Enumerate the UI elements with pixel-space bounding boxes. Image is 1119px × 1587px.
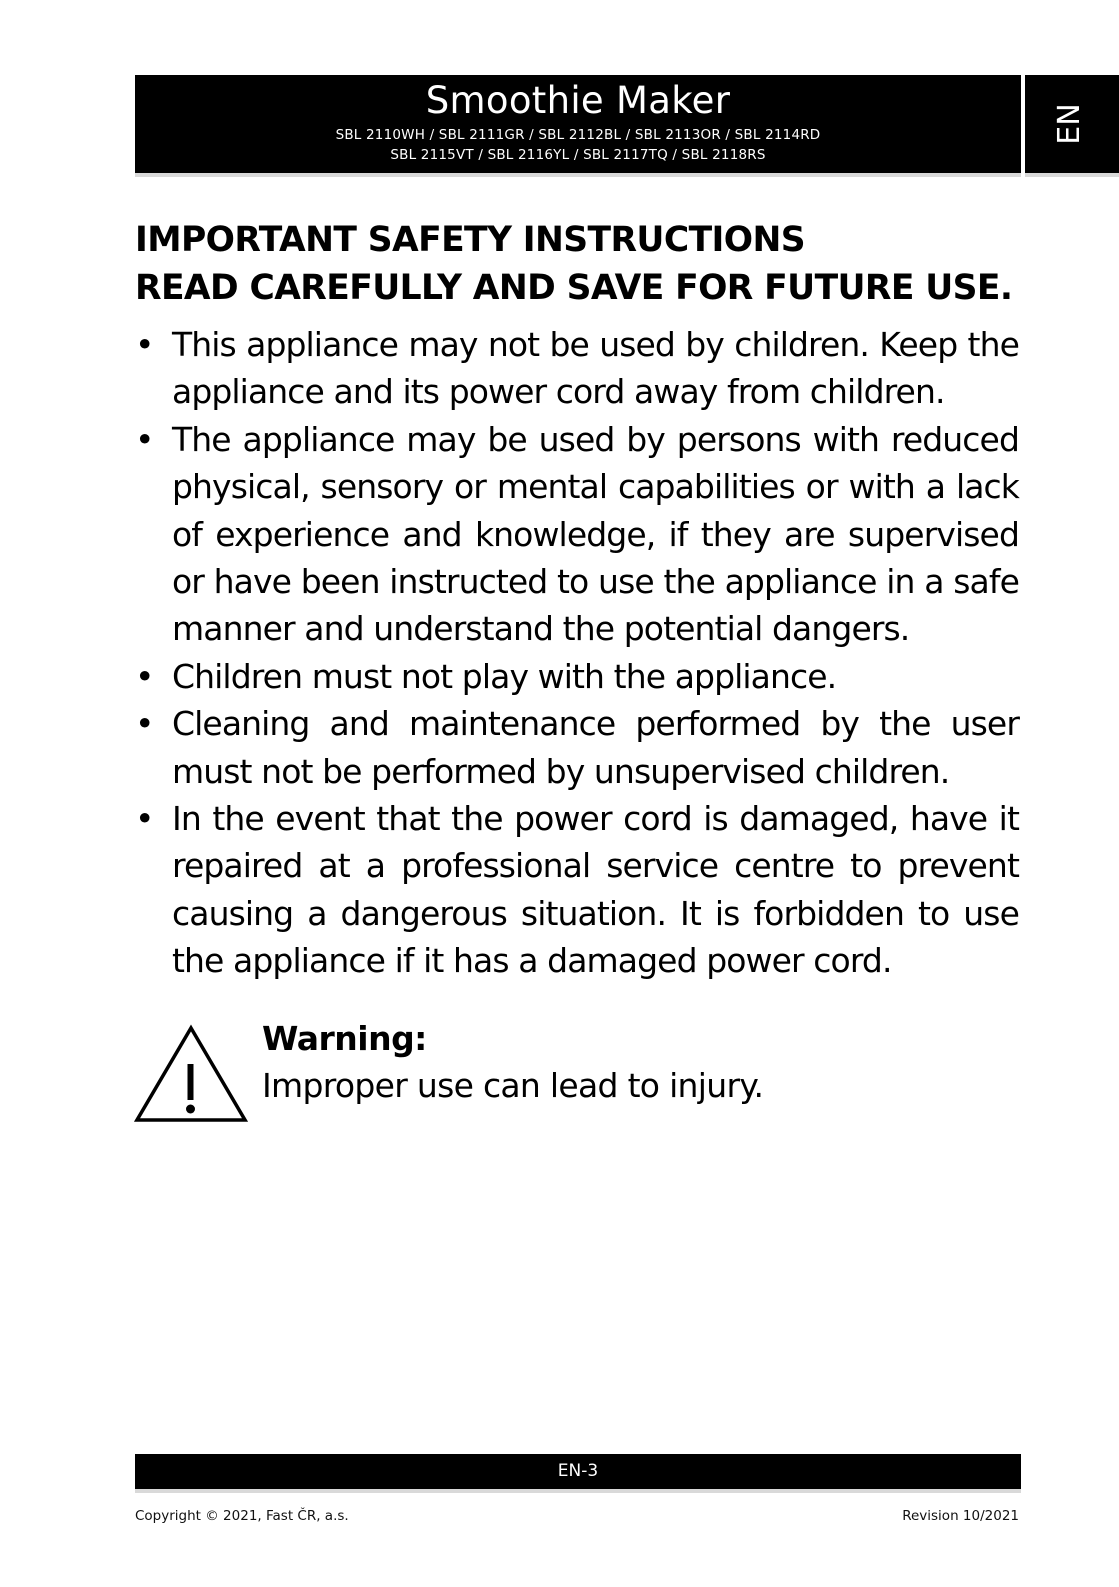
header-bar: [135, 75, 1021, 173]
list-item-text: This appliance may not be used by children. Keep the appliance and its power cord away from children.: [172, 325, 1019, 412]
list-item: [135, 700, 1019, 795]
list-item: [135, 416, 1019, 653]
warning-title: Warning:: [262, 1019, 427, 1058]
bullet-icon: •: [135, 419, 154, 459]
list-item: [135, 795, 1019, 985]
language-tab: [1025, 75, 1119, 173]
safety-headings: [135, 216, 1035, 312]
copyright-notice: Copyright © 2021, Fast ČR, a.s.: [135, 1508, 349, 1524]
language-tab-label: EN: [1052, 103, 1087, 145]
safety-instructions-list: [135, 321, 1019, 985]
list-item-text: Cleaning and maintenance performed by the user must not be performed by unsupervised children.: [172, 704, 1019, 791]
list-item: [135, 653, 1019, 700]
bullet-icon: •: [135, 325, 154, 364]
list-item-text: Children must not play with the appliance.: [172, 656, 837, 696]
bullet-icon: •: [135, 656, 154, 696]
model-numbers-line-2: SBL 2115VT / SBL 2116YL / SBL 2117TQ / SBL 2118RS: [390, 147, 766, 163]
revision-label: Revision 10/2021: [902, 1508, 1019, 1524]
list-item: [135, 321, 1019, 416]
model-numbers-line-1: SBL 2110WH / SBL 2111GR / SBL 2112BL / SBL 2113OR / SBL 2114RD: [335, 127, 821, 143]
bullet-icon: •: [135, 704, 154, 744]
list-item-text: In the event that the power cord is damaged, have it repaired at a professional service centre to prevent causing a dangerous situation. It is forbidden to use the appliance if it has a damaged power cord.: [172, 799, 1019, 981]
bullet-icon: •: [135, 799, 154, 839]
warning-text: Improper use can lead to injury.: [262, 1066, 764, 1105]
page-number: EN-3: [557, 1461, 599, 1481]
warning-triangle-icon: [134, 1024, 248, 1124]
document-title: Smoothie Maker: [425, 79, 731, 122]
list-item-text: The appliance may be used by persons with reduced physical, sensory or mental capabilities or with a lack of experience and knowledge, if they are supervised or have been instructed to use the appliance in a safe manner and understand the potential dangers.: [172, 419, 1019, 649]
heading-read-carefully: READ CAREFULLY AND SAVE FOR FUTURE USE.: [135, 268, 1013, 308]
heading-important-safety: IMPORTANT SAFETY INSTRUCTIONS: [135, 220, 805, 260]
footer-bar: [135, 1454, 1021, 1489]
